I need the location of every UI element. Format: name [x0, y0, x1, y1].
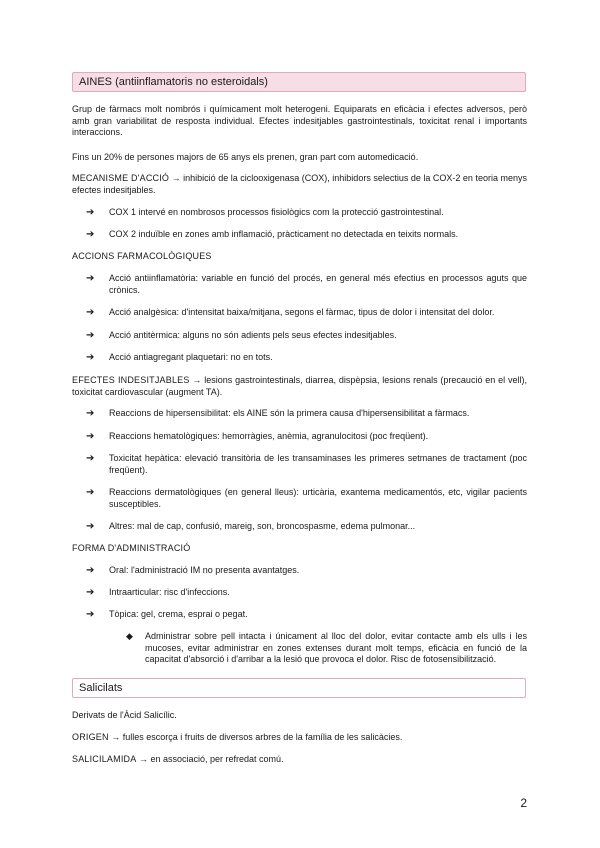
forma-heading: FORMA D'ADMINISTRACIÓ	[72, 543, 191, 553]
accions-item-text: Acció antiinflamatòria: variable en funció del procés, en general més efectius en processos aguts que crònics.	[109, 273, 527, 295]
stat-paragraph: Fins un 20% de persones majors de 65 anys els prenen, gran part com automedicació.	[72, 152, 419, 162]
accions-item-text: Acció antitèrmica: alguns no són adients pels seus efectes indesitjables.	[109, 330, 397, 340]
salicilamida-text: → en associació, per refredat comú.	[138, 754, 284, 764]
efectes-item-text: Reaccions hematològiques: hemorràgies, anèmia, agranulocitosi (poc freqüent).	[109, 431, 429, 441]
salicilamida-label: SALICILAMIDA	[72, 754, 137, 764]
arrow-bullet-icon: ➔	[86, 587, 95, 598]
derivats-paragraph: Derivats de l'Àcid Salicílic.	[72, 710, 177, 720]
forma-item-text: Tòpica: gel, crema, esprai o pegat.	[109, 609, 248, 619]
page-number: 2	[520, 796, 527, 810]
mecanisme-label: MECANISME D'ACCIÓ	[72, 173, 170, 183]
diamond-bullet-icon: ◆	[126, 631, 133, 641]
arrow-bullet-icon: ➔	[86, 207, 95, 218]
efectes-item-text: Toxicitat hepàtica: elevació transitòria de les transaminases les primeres setmanes de tractament (poc freqüent).	[109, 453, 527, 475]
forma-sub-item-text: Administrar sobre pell intacta i únicament al lloc del dolor, evitar contacte amb els ulls i les mucoses, evitar administrar en zones extenses durant molt temps, eficàcia en funció de la capacitat d'absorció i d'arribar a la lesió que provoca el dolor. Risc de fotosensibilització.	[145, 631, 527, 664]
intro-paragraph: Grup de fàrmacs molt nombrós i químicament molt heterogeni. Equiparats en eficàcia i efectes adversos, però amb gran variabilitat de resposta individual. Efectes indesitjables gastrointestinals, toxicitat renal i importants interaccions.	[72, 104, 527, 137]
forma-item-text: Intraarticular: risc d'infeccions.	[109, 587, 230, 597]
arrow-bullet-icon: ➔	[86, 565, 95, 576]
mecanisme-item-text: COX 1 intervé en nombrosos processos fisiològics com la protecció gastrointestinal.	[109, 207, 444, 217]
arrow-bullet-icon: ➔	[86, 453, 95, 464]
accions-heading: ACCIONS FARMACOLÒGIQUES	[72, 251, 212, 261]
arrow-bullet-icon: ➔	[86, 609, 95, 620]
section-title-aines: AINES (antiinflamatoris no esteroidals)	[79, 76, 268, 88]
accions-item-text: Acció analgèsica: d'intensitat baixa/mitjana, segons el fàrmac, tipus de dolor i intensitat del dolor.	[109, 307, 495, 317]
efectes-text: → lesions gastrointestinals, diarrea, dispèpsia, lesions renals (precaució en el vell), toxicitat cardiovascular (augment TA).	[72, 375, 527, 397]
mecanisme-text: → inhibició de la ciclooxigenasa (COX), inhibidors selectius de la COX-2 en teoria menys efectes indesitjables.	[72, 173, 527, 195]
section-header-salicilats	[72, 678, 526, 698]
efectes-paragraph	[72, 375, 527, 398]
origen-text: → fulles escorça i fruits de diversos arbres de la família de les salicàcies.	[111, 732, 403, 742]
forma-item-text: Oral: l'administració IM no presenta avantatges.	[109, 565, 300, 575]
arrow-bullet-icon: ➔	[86, 431, 95, 442]
arrow-bullet-icon: ➔	[86, 229, 95, 240]
arrow-bullet-icon: ➔	[86, 307, 95, 318]
mecanisme-item-text: COX 2 induïble en zones amb inflamació, pràcticament no detectada en teixits normals.	[109, 229, 459, 239]
arrow-bullet-icon: ➔	[86, 352, 95, 363]
efectes-item-text: Reaccions dermatològiques (en general lleus): urticària, exantema medicamentós, etc, vigilar pacients susceptibles.	[109, 487, 527, 509]
arrow-bullet-icon: ➔	[86, 330, 95, 341]
salicilamida-paragraph	[72, 754, 527, 766]
efectes-item-text: Altres: mal de cap, confusió, mareig, son, broncospasme, edema pulmonar...	[109, 521, 416, 531]
accions-item-text: Acció antiagregant plaquetari: no en tots.	[109, 352, 273, 362]
arrow-bullet-icon: ➔	[86, 487, 95, 498]
section-header-aines	[72, 72, 526, 92]
efectes-label: EFECTES INDESITJABLES	[72, 375, 190, 385]
arrow-bullet-icon: ➔	[86, 408, 95, 419]
origen-label: ORIGEN	[72, 732, 109, 742]
arrow-bullet-icon: ➔	[86, 521, 95, 532]
arrow-bullet-icon: ➔	[86, 273, 95, 284]
mecanisme-paragraph	[72, 173, 527, 196]
origen-paragraph	[72, 732, 527, 744]
efectes-item-text: Reaccions de hipersensibilitat: els AINE són la primera causa d'hipersensibilitat a fàrmacs.	[109, 408, 470, 418]
section-title-salicilats: Salicilats	[79, 682, 123, 694]
